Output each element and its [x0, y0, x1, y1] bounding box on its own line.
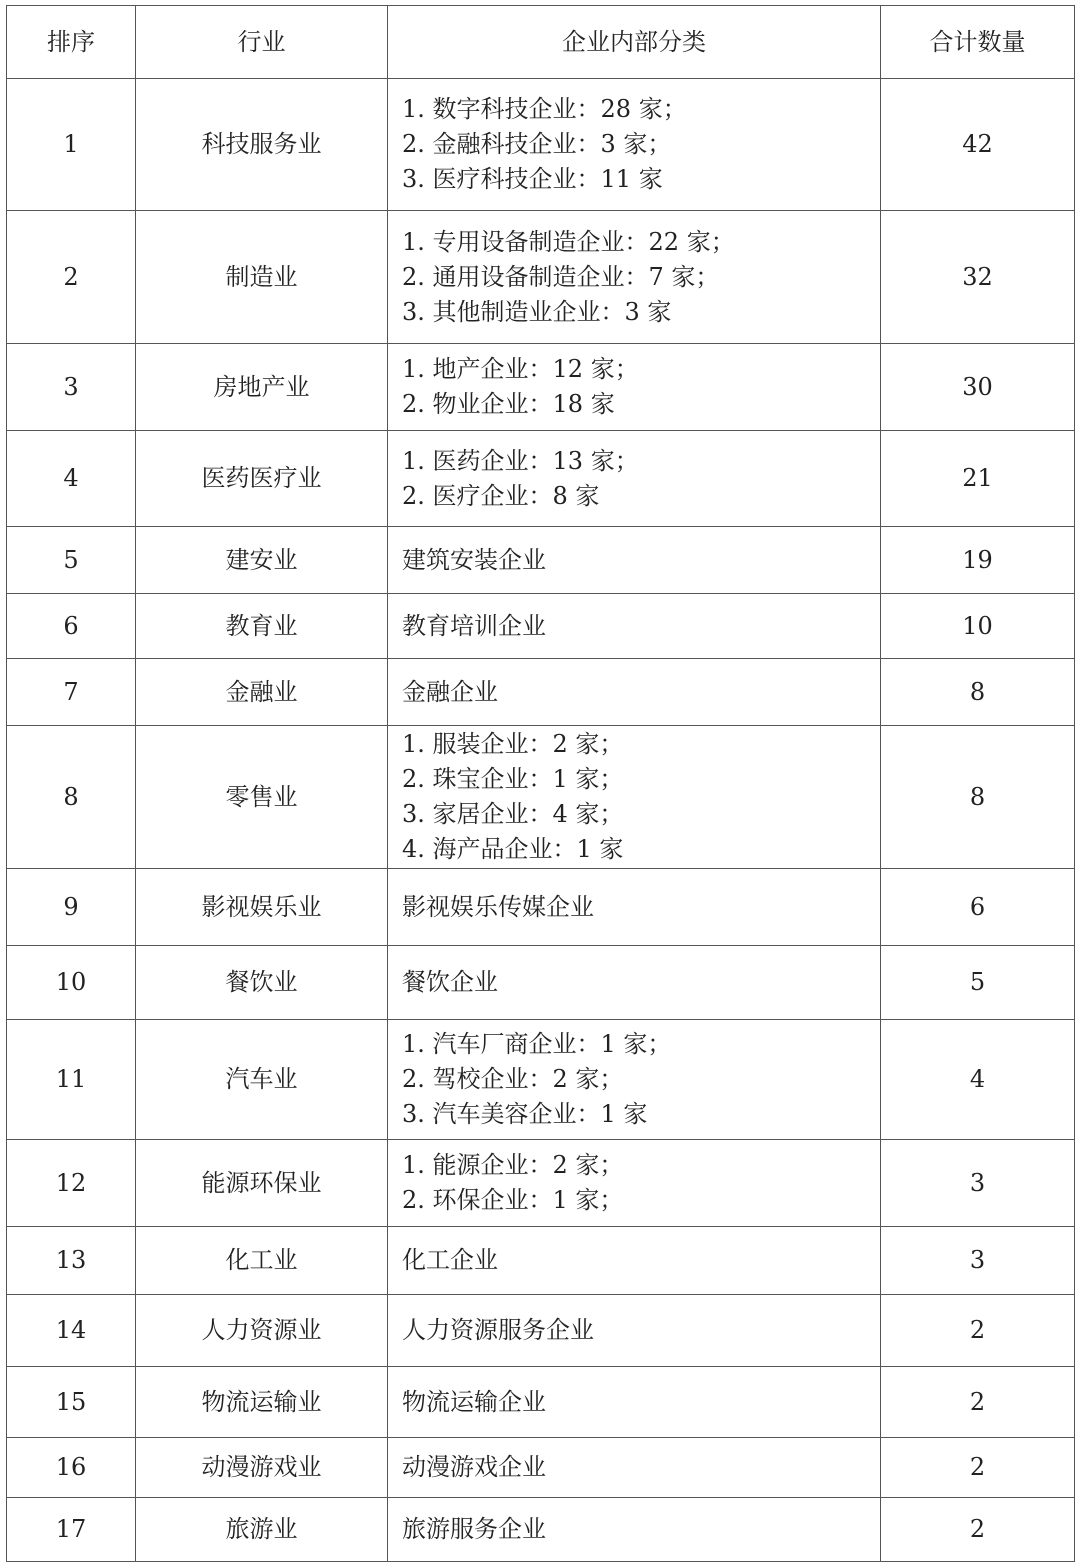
- cell-total: 42: [881, 79, 1075, 211]
- category-line: 1. 专用设备制造企业：22 家；: [402, 227, 735, 256]
- cell-rank: 8: [7, 726, 136, 869]
- cell-total: 10: [881, 594, 1075, 659]
- category-line: 2. 珠宝企业：1 家；: [402, 765, 624, 793]
- cell-rank: 9: [7, 869, 136, 946]
- table-row: [7, 1140, 1075, 1227]
- category-line: 1. 医药企业：13 家；: [402, 446, 639, 475]
- cell-industry: 房地产业: [136, 344, 388, 431]
- cell-rank: 13: [7, 1227, 136, 1295]
- header-total: 合计数量: [881, 6, 1075, 79]
- category-line: 1. 汽车厂商企业：1 家；: [402, 1030, 672, 1058]
- category-line: 人力资源服务企业: [402, 1316, 594, 1344]
- cell-total: 19: [881, 527, 1075, 594]
- cell-rank: 2: [7, 211, 136, 344]
- cell-industry: 教育业: [136, 594, 388, 659]
- category-line: 1. 地产企业：12 家；: [402, 355, 639, 383]
- category-line: 2. 物业企业：18 家: [402, 390, 615, 418]
- category-line: 2. 金融科技企业：3 家；: [402, 130, 672, 158]
- cell-total: 2: [881, 1498, 1075, 1562]
- cell-category: [388, 1295, 881, 1367]
- category-line: 动漫游戏企业: [402, 1453, 546, 1481]
- category-line: 建筑安装企业: [402, 545, 546, 574]
- cell-category: [388, 1438, 881, 1498]
- table-row: [7, 79, 1075, 211]
- cell-total: 8: [881, 659, 1075, 726]
- table-body: [7, 79, 1075, 1562]
- category-line: 2. 驾校企业：2 家；: [402, 1065, 624, 1093]
- cell-total: 2: [881, 1438, 1075, 1498]
- cell-rank: 17: [7, 1498, 136, 1562]
- table-header: [7, 6, 1075, 79]
- cell-category: [388, 1498, 881, 1562]
- cell-total: 5: [881, 946, 1075, 1020]
- cell-category: [388, 659, 881, 726]
- table-row: [7, 659, 1075, 726]
- cell-total: 4: [881, 1020, 1075, 1140]
- category-line: 3. 医疗科技企业：11 家: [402, 165, 663, 193]
- cell-industry: 建安业: [136, 527, 388, 594]
- table-row: [7, 869, 1075, 946]
- cell-industry: 医药医疗业: [136, 431, 388, 527]
- cell-industry: 科技服务业: [136, 79, 388, 211]
- cell-industry: 零售业: [136, 726, 388, 869]
- category-line: 教育培训企业: [402, 611, 546, 640]
- cell-industry: 能源环保业: [136, 1140, 388, 1227]
- table-row: [7, 594, 1075, 659]
- cell-industry: 汽车业: [136, 1020, 388, 1140]
- header-category: 企业内部分类: [388, 6, 881, 79]
- cell-rank: 15: [7, 1367, 136, 1438]
- category-line: 2. 环保企业：1 家；: [402, 1186, 624, 1214]
- cell-industry: 制造业: [136, 211, 388, 344]
- cell-category: [388, 211, 881, 344]
- category-line: 3. 汽车美容企业：1 家: [402, 1100, 648, 1128]
- cell-category: [388, 431, 881, 527]
- category-line: 1. 能源企业：2 家；: [402, 1151, 624, 1179]
- cell-category: [388, 1367, 881, 1438]
- table-row: [7, 1438, 1075, 1498]
- category-line: 化工企业: [402, 1246, 498, 1274]
- cell-total: 3: [881, 1227, 1075, 1295]
- cell-category: [388, 594, 881, 659]
- category-line: 金融企业: [402, 677, 498, 706]
- header-row: [7, 6, 1075, 79]
- cell-rank: 3: [7, 344, 136, 431]
- cell-category: [388, 527, 881, 594]
- category-line: 影视娱乐传媒企业: [402, 892, 594, 921]
- category-line: 4. 海产品企业：1 家: [402, 835, 624, 863]
- cell-rank: 12: [7, 1140, 136, 1227]
- table-row: [7, 1498, 1075, 1562]
- header-industry: 行业: [136, 6, 388, 79]
- table-row: [7, 946, 1075, 1020]
- cell-rank: 1: [7, 79, 136, 211]
- cell-rank: 7: [7, 659, 136, 726]
- table-row: [7, 1367, 1075, 1438]
- cell-total: 32: [881, 211, 1075, 344]
- cell-industry: 动漫游戏业: [136, 1438, 388, 1498]
- cell-category: [388, 344, 881, 431]
- category-line: 2. 通用设备制造企业：7 家；: [402, 262, 720, 291]
- cell-category: [388, 1020, 881, 1140]
- cell-category: [388, 1227, 881, 1295]
- cell-category: [388, 1140, 881, 1227]
- category-line: 物流运输企业: [402, 1387, 546, 1416]
- cell-category: [388, 869, 881, 946]
- category-line: 1. 数字科技企业：28 家；: [402, 95, 687, 123]
- cell-industry: 旅游业: [136, 1498, 388, 1562]
- cell-rank: 11: [7, 1020, 136, 1140]
- cell-rank: 5: [7, 527, 136, 594]
- cell-rank: 14: [7, 1295, 136, 1367]
- cell-industry: 餐饮业: [136, 946, 388, 1020]
- category-line: 餐饮企业: [402, 968, 498, 996]
- table-row: [7, 1295, 1075, 1367]
- header-rank: 排序: [7, 6, 136, 79]
- cell-total: 3: [881, 1140, 1075, 1227]
- cell-total: 6: [881, 869, 1075, 946]
- cell-category: [388, 726, 881, 869]
- cell-rank: 6: [7, 594, 136, 659]
- table-row: [7, 527, 1075, 594]
- industry-enterprise-table: [6, 5, 1075, 1562]
- table-row: [7, 1020, 1075, 1140]
- cell-category: [388, 79, 881, 211]
- cell-total: 8: [881, 726, 1075, 869]
- cell-industry: 物流运输业: [136, 1367, 388, 1438]
- cell-total: 21: [881, 431, 1075, 527]
- cell-total: 30: [881, 344, 1075, 431]
- category-line: 3. 家居企业：4 家；: [402, 800, 624, 828]
- cell-industry: 化工业: [136, 1227, 388, 1295]
- category-line: 2. 医疗企业：8 家: [402, 481, 600, 510]
- cell-total: 2: [881, 1295, 1075, 1367]
- table-row: [7, 344, 1075, 431]
- cell-industry: 人力资源业: [136, 1295, 388, 1367]
- cell-rank: 16: [7, 1438, 136, 1498]
- cell-rank: 4: [7, 431, 136, 527]
- cell-rank: 10: [7, 946, 136, 1020]
- cell-industry: 影视娱乐业: [136, 869, 388, 946]
- category-line: 1. 服装企业：2 家；: [402, 730, 624, 758]
- table-row: [7, 431, 1075, 527]
- cell-total: 2: [881, 1367, 1075, 1438]
- table-row: [7, 211, 1075, 344]
- cell-category: [388, 946, 881, 1020]
- cell-industry: 金融业: [136, 659, 388, 726]
- table-row: [7, 726, 1075, 869]
- table-row: [7, 1227, 1075, 1295]
- category-line: 旅游服务企业: [402, 1515, 546, 1543]
- category-line: 3. 其他制造业企业：3 家: [402, 297, 672, 326]
